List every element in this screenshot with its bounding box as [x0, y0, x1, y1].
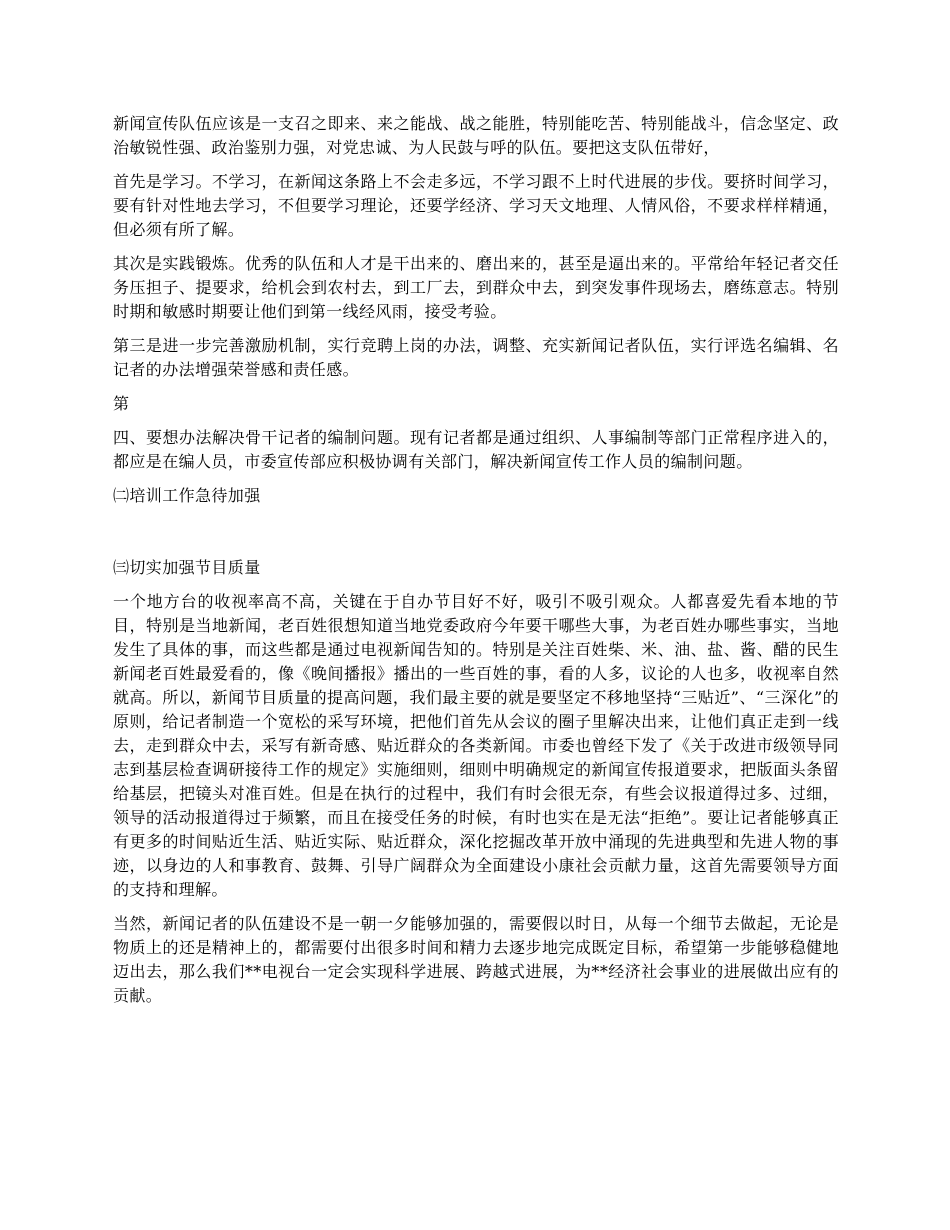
- section-spacer: [113, 518, 839, 556]
- paragraph-conclusion: 当然，新闻记者的队伍建设不是一朝一夕能够加强的，需要假以时日，从每一个细节去做起，无论是物质上的还是精神上的，都需要付出很多时间和精力去逐步地完成既定目标，希望第一步能够稳健地迈出去，那么我们**电视台一定会实现科学进展、跨越式进展，为**经济社会事业的进展做出应有的贡献。: [113, 914, 839, 1005]
- paragraph-staffing: 四、要想办法解决骨干记者的编制问题。现有记者都是通过组织、人事编制等部门正常程序进入的，都应是在编人员，市委宣传部应积极协调有关部门，解决新闻宣传工作人员的编制问题。: [113, 428, 839, 471]
- paragraph-study: 首先是学习。不学习，在新闻这条路上不会走多远，不学习跟不上时代进展的步伐。要挤时间学习，要有针对性地去学习，不但要学习理论，还要学经济、学习天文地理、人情风俗，不要求样样精通，但必须有所了解。: [113, 172, 839, 239]
- paragraph-team-building: 新闻宣传队伍应该是一支召之即来、来之能战、战之能胜，特别能吃苦、特别能战斗，信念坚定、政治敏锐性强、政治鉴别力强，对党忠诚、为人民鼓与呼的队伍。要把这支队伍带好，: [113, 114, 839, 157]
- document-body: [113, 112, 839, 1018]
- paragraph-practice: 其次是实践锻炼。优秀的队伍和人才是干出来的、磨出来的，甚至是逼出来的。平常给年轻记者交任务压担子、提要求，给机会到农村去，到工厂去，到群众中去，到突发事件现场去，磨练意志。特别时期和敏感时期要让他们到第一线经风雨，接受考验。: [113, 254, 839, 321]
- paragraph-ratings: 一个地方台的收视率高不高，关键在于自办节目好不好，吸引不吸引观众。人都喜爱先看本地的节目，特别是当地新闻，老百姓很想知道当地党委政府今年要干哪些大事，为老百姓办哪些事实，当地发生了具体的事，而这些都是通过电视新闻告知的。特别是关注百姓柴、米、油、盐、酱、醋的民生新闻老百姓最爱看的，像《晚间播报》播出的一些百姓的事，看的人多，议论的人也多，收视率自然就高。所以，新闻节目质量的提高问题，我们最主要的就是要坚定不移地坚持“三贴近”、“三深化”的原则，给记者制造一个宽松的采写环境，把他们首先从会议的圈子里解决出来，让他们真正走到一线去，走到群众中去，采写有新奇感、贴近群众的各类新闻。市委也曾经下发了《关于改进市级领导同志到基层检查调研接待工作的规定》实施细则，细则中明确规定的新闻宣传报道要求，把版面头条留给基层，把镜头对准百姓。但是在执行的过程中，我们有时会很无奈，有些会议报道得过多、过细，领导的活动报道得过于频繁，而且在接受任务的时候，有时也实在是无法“拒绝”。要让记者能够真正有更多的时间贴近生活、贴近实际、贴近群众，深化挖掘改革开放中涌现的先进典型和先进人物的事迹，以身边的人和事教育、鼓舞、引导广阔群众为全面建设小康社会贡献力量，这首先需要领导方面的支持和理解。: [113, 592, 839, 899]
- paragraph-incentive: 第三是进一步完善激励机制，实行竞聘上岗的办法，调整、充实新闻记者队伍，实行评选名编辑、名记者的办法增强荣誉感和责任感。: [113, 336, 839, 379]
- section-heading-training: ㈡培训工作急待加强: [113, 486, 261, 505]
- section-heading-program-quality: ㈢切实加强节目质量: [113, 558, 261, 577]
- paragraph-fragment: 第: [113, 394, 130, 413]
